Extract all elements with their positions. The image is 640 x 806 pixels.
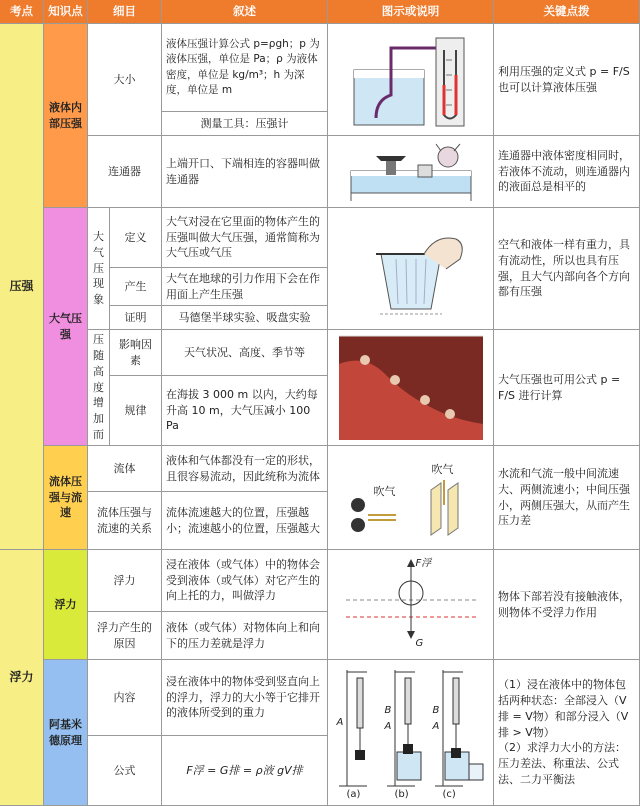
key-archimedes bbox=[494, 660, 640, 806]
connector-figure bbox=[336, 141, 486, 203]
blow-label-2: 吹气 bbox=[431, 462, 454, 476]
buoyant-force-label: F浮 bbox=[415, 557, 432, 569]
detail-generation: 产生 bbox=[110, 268, 162, 306]
point-buoyancy: 浮力 bbox=[44, 550, 88, 660]
manometer-figure bbox=[336, 30, 486, 130]
detail-definition: 定义 bbox=[110, 208, 162, 268]
desc-formula: F浮 = G排 = ρ液 gV排 bbox=[162, 736, 328, 806]
topic-buoyancy: 浮力 bbox=[0, 550, 44, 806]
detail-law: 规律 bbox=[110, 376, 162, 446]
point-fluid-pressure: 流体压强与流速 bbox=[44, 446, 88, 550]
desc-generation: 大气在地球的引力作用下会在作用面上产生压强 bbox=[162, 268, 328, 306]
header-topic: 考点 bbox=[0, 0, 44, 24]
key-size: 利用压强的定义式 p = F/S 也可以计算液体压强 bbox=[494, 24, 640, 136]
air-phenomenon-label: 大气压现象 bbox=[88, 208, 110, 330]
air-altitude-label: 压随高度增加而 bbox=[88, 330, 110, 446]
figure-manometer bbox=[328, 24, 494, 136]
detail-buoyancy-cause: 浮力产生的原因 bbox=[88, 612, 162, 660]
detail-influence: 影响因素 bbox=[110, 330, 162, 376]
caption-a: (a) bbox=[346, 788, 361, 800]
header-desc: 叙述 bbox=[162, 0, 328, 24]
header-figure: 图示或说明 bbox=[328, 0, 494, 24]
topic-pressure: 压强 bbox=[0, 24, 44, 550]
blow-label-1: 吹气 bbox=[373, 484, 396, 498]
spring-scale-figure bbox=[333, 664, 489, 802]
altitude-photo bbox=[335, 334, 487, 442]
desc-size: 液体压强计算公式 p=ρgh；p 为液体压强，单位是 Pa；ρ 为液体密度，单位是 kg/m³；h 为深度，单位是 m bbox=[162, 24, 328, 112]
label-A-a: A bbox=[336, 716, 344, 728]
header-point: 知识点 bbox=[44, 0, 88, 24]
header-key: 关键点拨 bbox=[494, 0, 640, 24]
figure-cup-card bbox=[328, 208, 494, 330]
figure-force-diagram bbox=[328, 550, 494, 660]
blowing-figure bbox=[336, 450, 486, 546]
desc-influence: 天气状况、高度、季节等 bbox=[162, 330, 328, 376]
detail-buoyancy: 浮力 bbox=[88, 550, 162, 612]
detail-connector: 连通器 bbox=[88, 136, 162, 208]
point-liquid-pressure: 液体内部压强 bbox=[44, 24, 88, 208]
detail-proof: 证明 bbox=[110, 306, 162, 330]
figure-connector bbox=[328, 136, 494, 208]
figure-blowing bbox=[328, 446, 494, 550]
key-buoyancy: 物体下部若没有接触液体，则物体不受浮力作用 bbox=[494, 550, 640, 660]
detail-content: 内容 bbox=[88, 660, 162, 736]
key-archimedes-2: （2）求浮力大小的方法：压力差法、称重法、公式法、二力平衡法 bbox=[498, 741, 626, 787]
desc-definition: 大气对浸在它里面的物体产生的压强叫做大气压强，通常简称为大气压或气压 bbox=[162, 208, 328, 268]
detail-formula: 公式 bbox=[88, 736, 162, 806]
force-diagram bbox=[336, 555, 486, 655]
key-fluid: 水流和气流一般中间流速大、两侧流速小；中间压强小，两侧压强大，从而产生压力差 bbox=[494, 446, 640, 550]
desc-connector: 上端开口、下端相连的容器叫做连通器 bbox=[162, 136, 328, 208]
desc-proof: 马德堡半球实验、吸盘实验 bbox=[162, 306, 328, 330]
caption-b: (b) bbox=[394, 788, 409, 800]
key-air-formula: 大气压强也可用公式 p = F/S 进行计算 bbox=[494, 330, 640, 446]
key-connector: 连通器中液体密度相同时，若液体不流动，则连通器内的液面总是相平的 bbox=[494, 136, 640, 208]
caption-c: (c) bbox=[442, 788, 456, 800]
desc-size-tool: 测量工具：压强计 bbox=[162, 112, 328, 136]
label-A-b: A bbox=[384, 720, 392, 732]
detail-fluid: 流体 bbox=[88, 446, 162, 492]
label-B-b: B bbox=[384, 704, 392, 716]
gravity-label: G bbox=[415, 637, 424, 649]
header-detail: 细目 bbox=[88, 0, 162, 24]
figure-altitude-photo bbox=[328, 330, 494, 446]
label-B-c: B bbox=[432, 704, 440, 716]
label-A-c: A bbox=[432, 720, 440, 732]
figure-spring-scale bbox=[328, 660, 494, 806]
desc-buoyancy: 浸在液体（或气体）中的物体会受到液体（或气体）对它产生的向上托的力，叫做浮力 bbox=[162, 550, 328, 612]
desc-fluid: 液体和气体都没有一定的形状，且很容易流动，因此统称为流体 bbox=[162, 446, 328, 492]
desc-buoyancy-cause: 液体（或气体）对物体向上和向下的压力差就是浮力 bbox=[162, 612, 328, 660]
desc-law: 在海拔 3 000 m 以内，大约每升高 10 m，大气压减小 100 Pa bbox=[162, 376, 328, 446]
key-air-generation: 空气和液体一样有重力，具有流动性，所以也具有压强，且大气内部向各个方向都有压强 bbox=[494, 208, 640, 330]
key-archimedes-1: （1）浸在液体中的物体包括两种状态：全部浸入（V排 = V物）和部分浸入（V排 > V物） bbox=[498, 677, 629, 739]
detail-flow-relation: 流体压强与流速的关系 bbox=[88, 492, 162, 550]
desc-flow-relation: 流体流速越大的位置，压强越小；流速越小的位置，压强越大 bbox=[162, 492, 328, 550]
point-air-pressure: 大气压强 bbox=[44, 208, 88, 446]
cup-card-figure bbox=[336, 214, 486, 324]
desc-content: 浸在液体中的物体受到竖直向上的浮力，浮力的大小等于它排开的液体所受到的重力 bbox=[162, 660, 328, 736]
point-archimedes: 阿基米德原理 bbox=[44, 660, 88, 806]
detail-size: 大小 bbox=[88, 24, 162, 136]
